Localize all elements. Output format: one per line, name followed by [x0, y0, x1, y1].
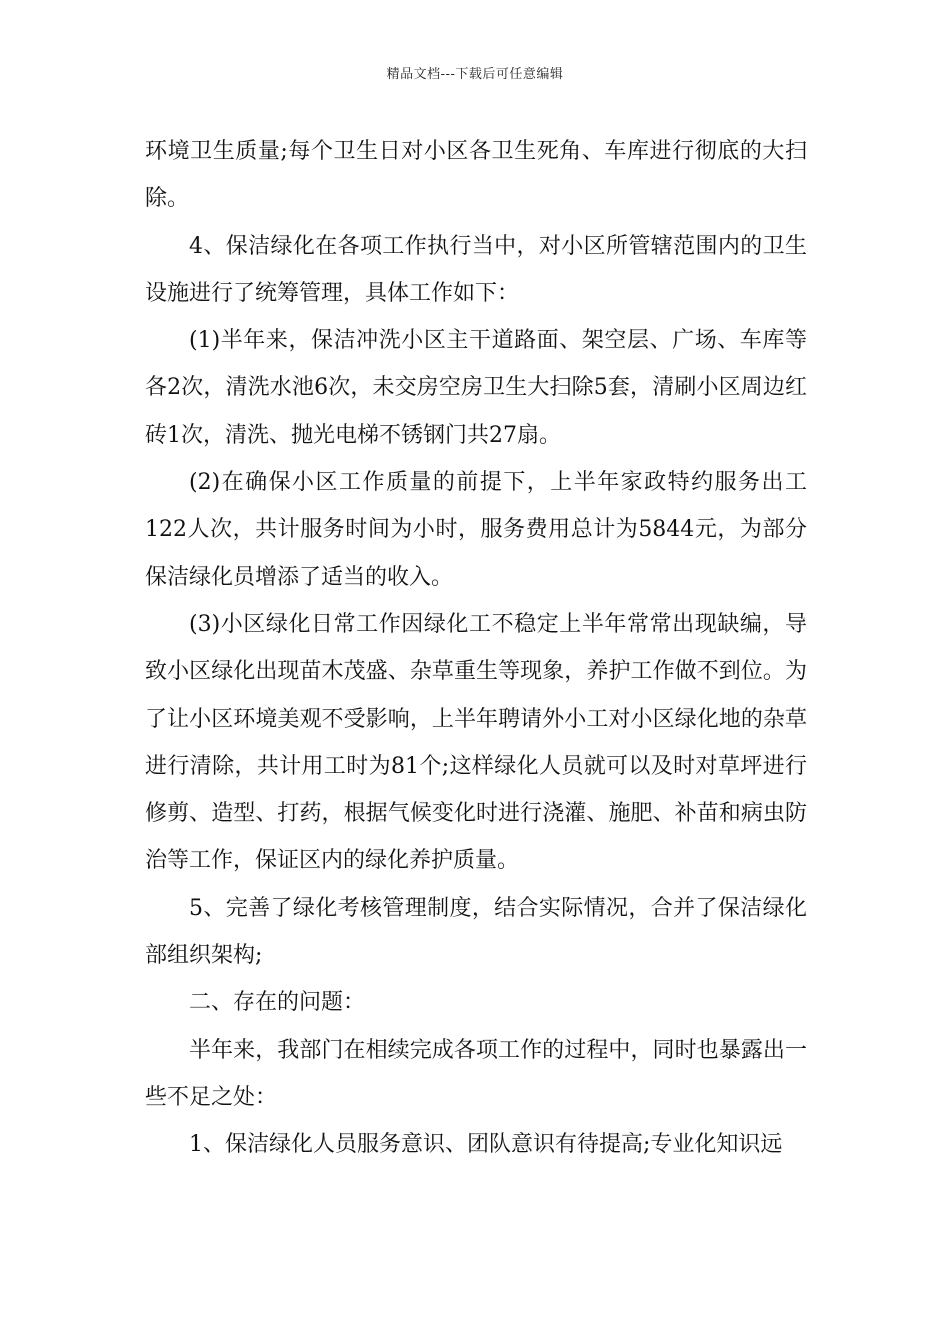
paragraph-item-5: 5、完善了绿化考核管理制度，结合实际情况，合并了保洁绿化部组织架构;: [145, 895, 807, 969]
paragraph-continuation: 环境卫生质量;每个卫生日对小区各卫生死角、车库进行彻底的大扫除。: [145, 139, 807, 212]
paragraph-problems-intro: 半年来，我部门在相续完成各项工作的过程中，同时也暴露出一些不足之处：: [145, 1037, 807, 1110]
paragraph-problem-1: 1、保洁绿化人员服务意识、团队意识有待提高;专业化知识远: [189, 1132, 783, 1158]
paragraph-subitem-2: (2)在确保小区工作质量的前提下，上半年家政特约服务出工122人次，共计服务时间为小时，服务费用总计为5844元，为部分保洁绿化员增添了适当的收入。: [145, 470, 807, 590]
document-body: [145, 128, 807, 1169]
paragraph-item-4: 4、保洁绿化在各项工作执行当中，对小区所管辖范围内的卫生设施进行了统筹管理，具体工作如下：: [145, 233, 807, 306]
page-header: 精品文档---下载后可任意编辑: [386, 67, 564, 82]
section-heading-problems: 二、存在的问题：: [189, 990, 366, 1016]
paragraph-subitem-3: (3)小区绿化日常工作因绿化工不稳定上半年常常出现缺编，导致小区绿化出现苗木茂盛、杂草重生等现象，养护工作做不到位。为了让小区环境美观不受影响，上半年聘请外小工对小区绿化地的杂草进行清除，共计用工时为81个;这样绿化人员就可以及时对草坪进行修剪、造型、打药，根据气候变化时进行浇灌、施肥、补苗和病虫防治等工作，保证区内的绿化养护质量。: [145, 611, 807, 874]
paragraph-subitem-1: (1)半年来，保洁冲洗小区主干道路面、架空层、广场、车库等各2次，清洗水池6次，未交房空房卫生大扫除5套，清刷小区周边红砖1次，清洗、抛光电梯不锈钢门共27扇。: [145, 328, 807, 448]
